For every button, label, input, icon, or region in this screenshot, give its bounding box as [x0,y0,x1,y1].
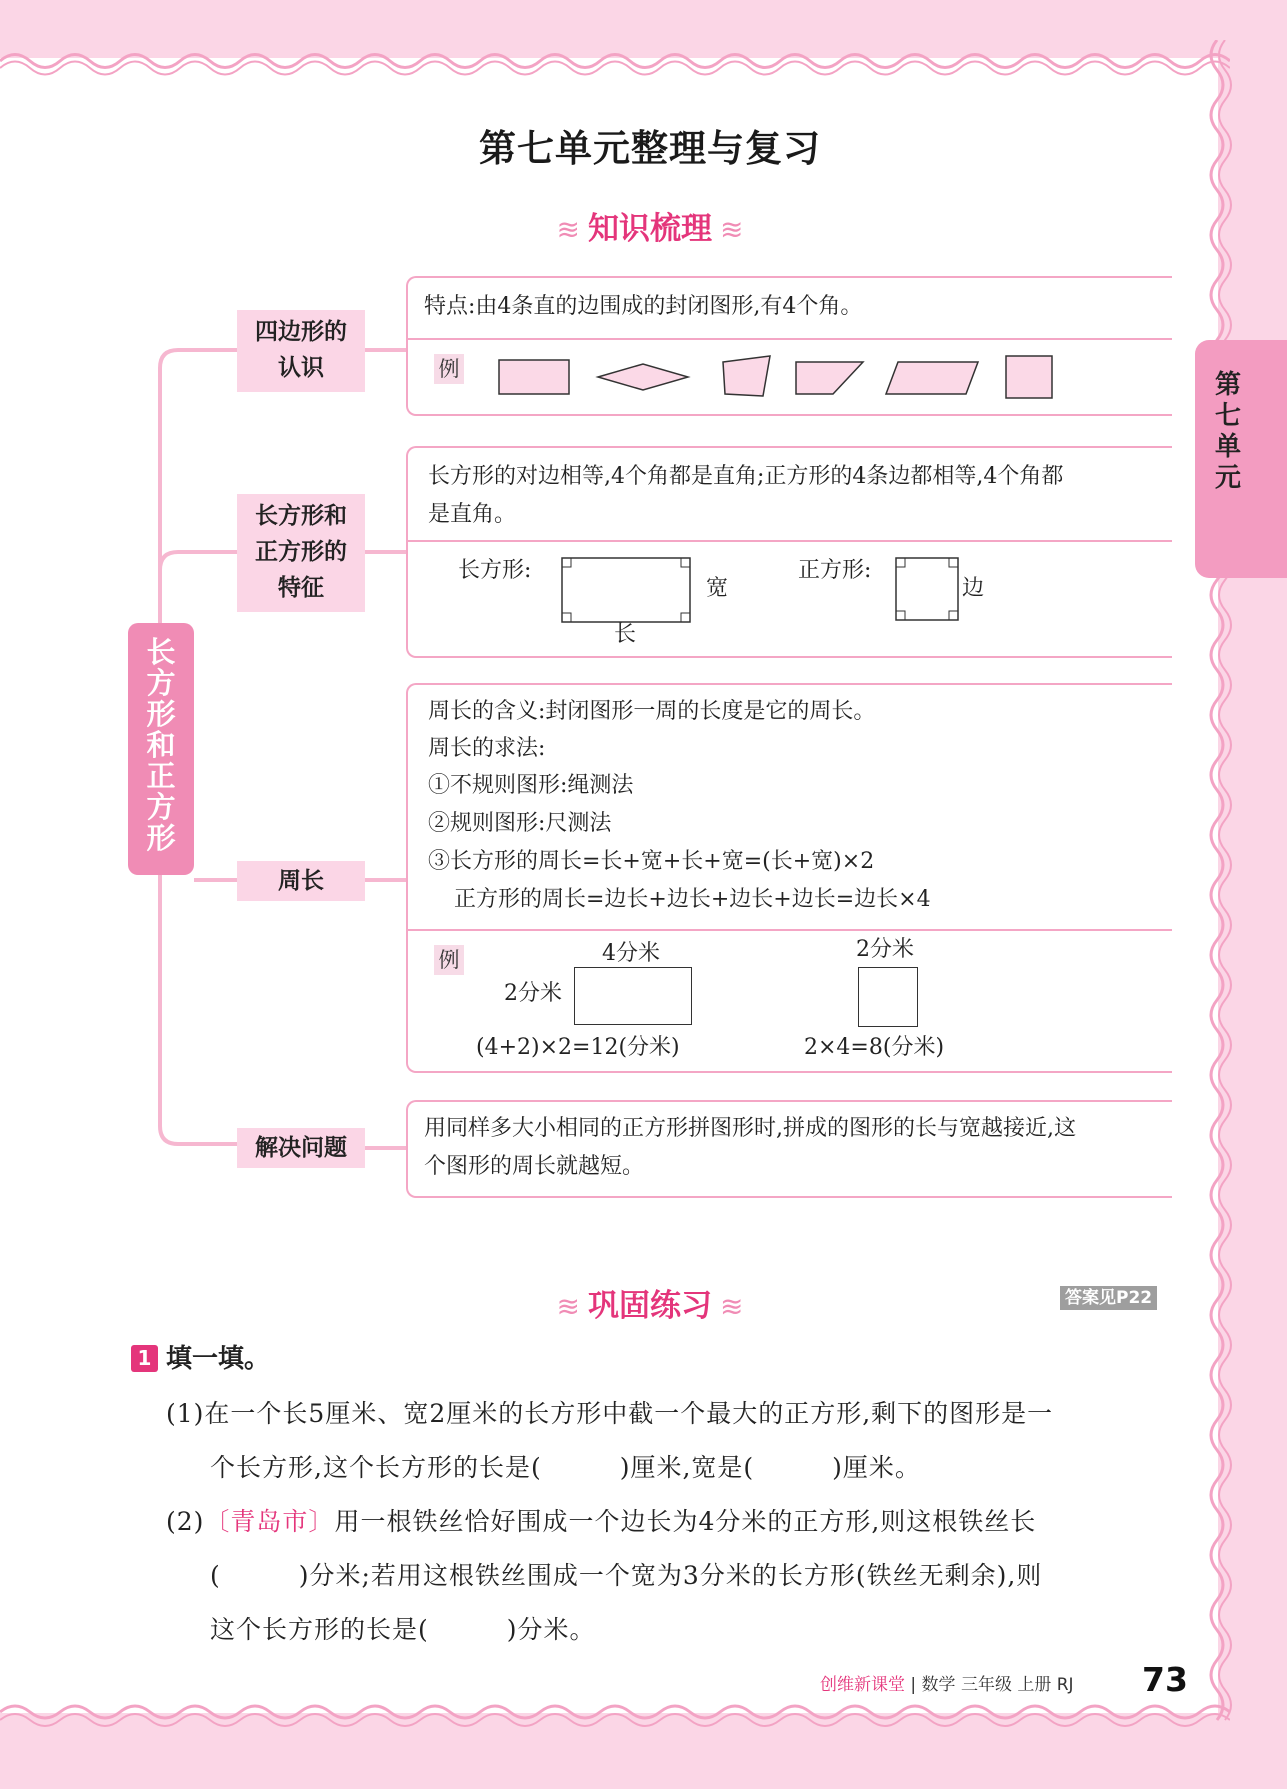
q1-part2-line1 [166,1502,1036,1542]
side-label: 边 [962,576,985,601]
example-square-top-label: 2分米 [856,937,914,962]
trapezoid-shape [796,362,863,394]
rhombus-shape [598,364,688,390]
wave-ornament-icon: ≋ [720,213,744,246]
width-label: 宽 [706,576,729,601]
rect-diagram-label: 长方形: [458,558,532,583]
perimeter-methods: 周长的求法: [428,736,546,761]
example-badge: 例 [434,945,464,975]
example-badge: 例 [434,354,464,384]
footer-brand: 创维新课堂 [820,1675,905,1695]
square-diagram [892,554,962,624]
branch-quadrilateral [237,310,365,392]
divider [408,338,1172,340]
parallelogram-shape [886,362,978,394]
example-rect-top-label: 4分米 [602,941,660,966]
unit-side-tab-label: 第七单元 [1214,370,1241,493]
example-rect-formula: (4+2)×2=12(分米) [476,1035,680,1060]
example-rectangle [574,967,692,1025]
question-number-badge: 1 [131,1345,158,1372]
wave-ornament-icon: ≋ [556,213,580,246]
method-rect-formula: ③长方形的周长=长+宽+长+宽=(长+宽)×2 [428,849,875,874]
example-square-formula: 2×4=8(分米) [804,1035,945,1060]
branch-problem-solving: 解决问题 [237,1128,365,1168]
topic-vertical-text: 长方形和正方形 [146,635,176,855]
q1-part1-line2: 个长方形,这个长方形的长是( )厘米,宽是( )厘米。 [210,1453,921,1482]
q1-part1-line1: (1)在一个长5厘米、宽2厘米的长方形中截一个最大的正方形,剩下的图形是一 [166,1399,1054,1428]
example-rect-left-label: 2分米 [504,981,562,1006]
box-problem-solving [406,1100,1172,1198]
irregular-quad-shape [723,356,770,396]
question-title: 填一填。 [166,1344,271,1374]
quadrilateral-feature: 特点:由4条直的边围成的封闭图形,有4个角。 [424,294,863,319]
q1-part2-line3: 这个长方形的长是( )分米。 [210,1615,596,1644]
divider [408,540,1172,542]
example-square [858,967,918,1027]
page-number: 73 [1142,1660,1188,1699]
wave-ornament-icon: ≋ [720,1290,744,1323]
rectangle-shape [499,360,569,394]
length-label: 长 [614,622,637,647]
branch-rect-square-features [237,494,365,612]
features-line1: 长方形的对边相等,4个角都是直角;正方形的4条边都相等,4个角都 [428,464,1064,489]
problem-solving-line2: 个图形的周长就越短。 [424,1154,645,1179]
page-title: 第七单元整理与复习 [479,127,821,170]
perimeter-meaning: 周长的含义:封闭图形一周的长度是它的周长。 [428,699,876,724]
section-knowledge-title: 知识梳理 [588,211,712,247]
box-perimeter [406,683,1172,1073]
city-tag: 〔青岛市〕 [204,1507,335,1536]
q1-part2-prefix: (2) [166,1507,205,1536]
branch-quadrilateral-text: 四边形的认识 [255,319,347,381]
section-practice-title: 巩固练习 [588,1288,712,1324]
q1-part2-text: 用一根铁丝恰好围成一个边长为4分米的正方形,则这根铁丝长 [334,1507,1037,1536]
box-features [406,446,1172,658]
branch-perimeter: 周长 [237,861,365,901]
q1-part2-line2: ( )分米;若用这根铁丝围成一个宽为3分米的长方形(铁丝无剩余),则 [210,1561,1043,1590]
divider [408,929,1172,931]
wave-ornament-icon: ≋ [556,1290,580,1323]
answer-reference-badge: 答案见P22 [1060,1286,1157,1310]
method-regular: ②规则图形:尺测法 [428,811,612,836]
quadrilateral-shapes [488,348,1088,404]
branch-features-text: 长方形和正方形的特征 [255,503,347,601]
method-square-formula: 正方形的周长=边长+边长+边长+边长=边长×4 [454,887,931,912]
square-diagram-label: 正方形: [798,558,872,583]
features-line2: 是直角。 [428,502,517,527]
problem-solving-line1: 用同样多大小相同的正方形拼图形时,拼成的图形的长与宽越接近,这 [424,1116,1076,1141]
box-quadrilateral [406,276,1172,416]
footer-info: | 数学 三年级 上册 RJ [910,1675,1074,1695]
footer [820,1670,1074,1695]
method-irregular: ①不规则图形:绳测法 [428,773,634,798]
square-shape [1006,356,1052,398]
topic-vertical-label [128,623,194,875]
